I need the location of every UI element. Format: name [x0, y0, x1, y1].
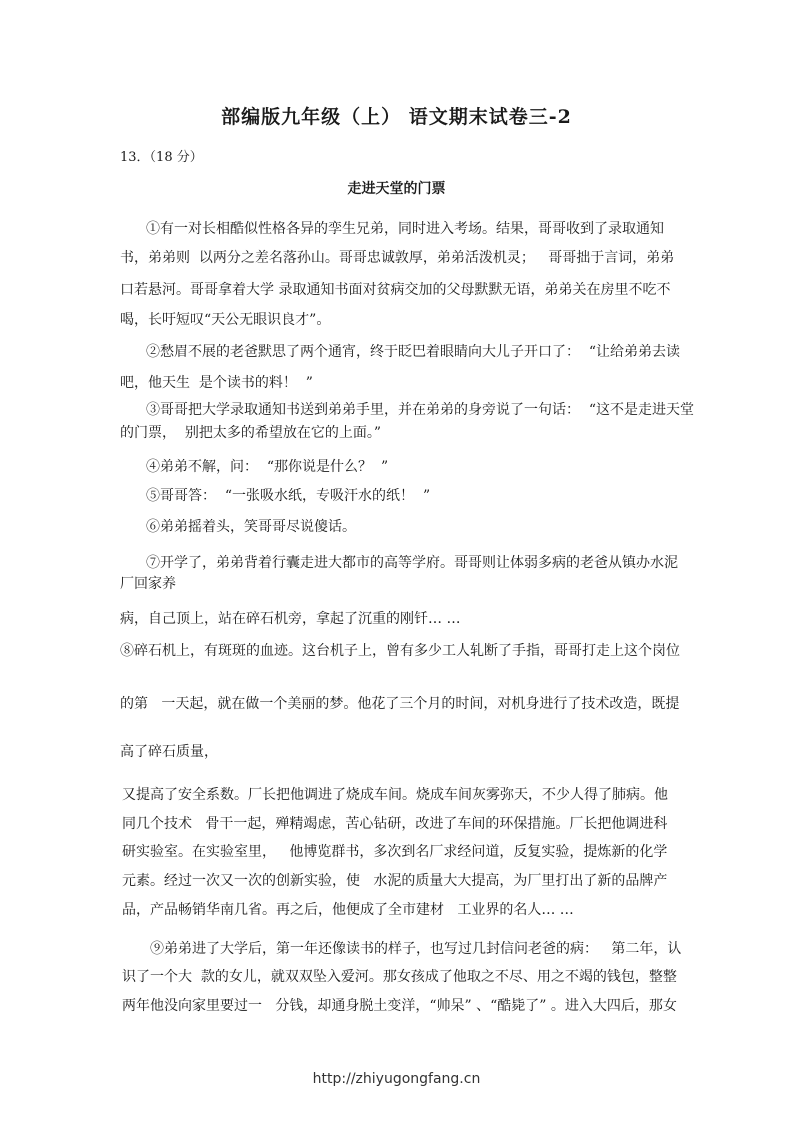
text-line: 识了一个大 款的女儿，就双双坠入爱河。那女孩成了他取之不尽、用之不竭的钱包，整整: [122, 969, 677, 985]
text-line: ③哥哥把大学录取通知书送到弟弟手里，并在弟弟的身旁说了一句话： “这不是走进天堂: [146, 402, 695, 418]
text-line: ②愁眉不展的老爸默思了两个通宵，终于眨巴着眼睛向大儿子开口了： “让给弟弟去读: [146, 344, 681, 360]
text-line: 的第 一天起，就在做一个美丽的梦。他花了三个月的时间，对机身进行了技术改造，既提: [120, 696, 680, 712]
text-line: 品，产品畅销华南几省。再之后，他便成了全市建材 工业界的名人… …: [122, 902, 574, 918]
text-line: 两年他没向家里要过一 分钱，却通身脱土变洋，“帅呆” 、“酷毙了” 。进入大四后，那女: [122, 998, 677, 1014]
text-line: 同几个技术 骨干一起，殚精竭虑，苦心钻研，改进了车间的环保措施。厂长把他调进科: [122, 816, 668, 832]
text-line: 吧，他天生 是个读书的料！ ”: [120, 375, 313, 391]
text-line: 喝，长吁短叹“天公无眼识良才”。: [120, 312, 331, 328]
footer-url: http://zhiyugongfang.cn: [312, 1071, 481, 1087]
document-title: 部编版九年级（上） 语文期末试卷三-2: [221, 106, 572, 128]
text-line: 元素。经过一次又一次的创新实验，使 水泥的质量大大提高，为厂里打出了新的品牌产: [122, 873, 668, 889]
text-line: ⑦开学了，弟弟背着行囊走进大都市的高等学府。哥哥则让体弱多病的老爸从镇办水泥: [146, 555, 678, 571]
question-number: 13．（18 分）: [120, 150, 203, 165]
text-line: ⑨弟弟进了大学后，第一年还像读书的样子，也写过几封信问老爸的病： 第二年，认: [150, 941, 682, 957]
text-line: 高了碎石质量，: [120, 744, 218, 760]
text-line: 又提高了安全系数。厂长把他调进了烧成车间。烧成车间灰雾弥天，不少人得了肺病。他: [122, 787, 668, 803]
text-line: 口若悬河。哥哥拿着大学 录取通知书面对贫病交加的父母默默无语，弟弟关在房里不吃不: [120, 282, 671, 298]
text-line: 的门票， 别把太多的希望放在它的上面。”: [120, 425, 382, 441]
text-line: ⑥弟弟摇着头，笑哥哥尽说傻话。: [146, 519, 356, 535]
text-line: 厂回家养: [120, 576, 176, 592]
text-line: 研实验室。在实验室里， 他博览群书，多次到名厂求经问道，反复实验，提炼新的化学: [122, 844, 668, 860]
article-title: 走进天堂的门票: [347, 181, 446, 197]
text-line: ⑤哥哥答： “一张吸水纸，专吸汗水的纸！ ”: [146, 488, 431, 504]
text-line: 书，弟弟则 以两分之差名落孙山。哥哥忠诚敦厚，弟弟活泼机灵； 哥哥拙于言词，弟弟: [120, 250, 675, 266]
text-line: ①有一对长相酷似性格各异的孪生兄弟，同时进入考场。结果，哥哥收到了录取通知: [146, 221, 664, 237]
text-line: ⑧碎石机上，有斑斑的血迹。这台机子上，曾有多少工人轧断了手指，哥哥打走上这个岗位: [120, 643, 680, 659]
text-line: 病，自己顶上，站在碎石机旁，拿起了沉重的刚钎… …: [120, 611, 461, 627]
text-line: ④弟弟不解，问： “那你说是什么？ ”: [146, 459, 389, 475]
